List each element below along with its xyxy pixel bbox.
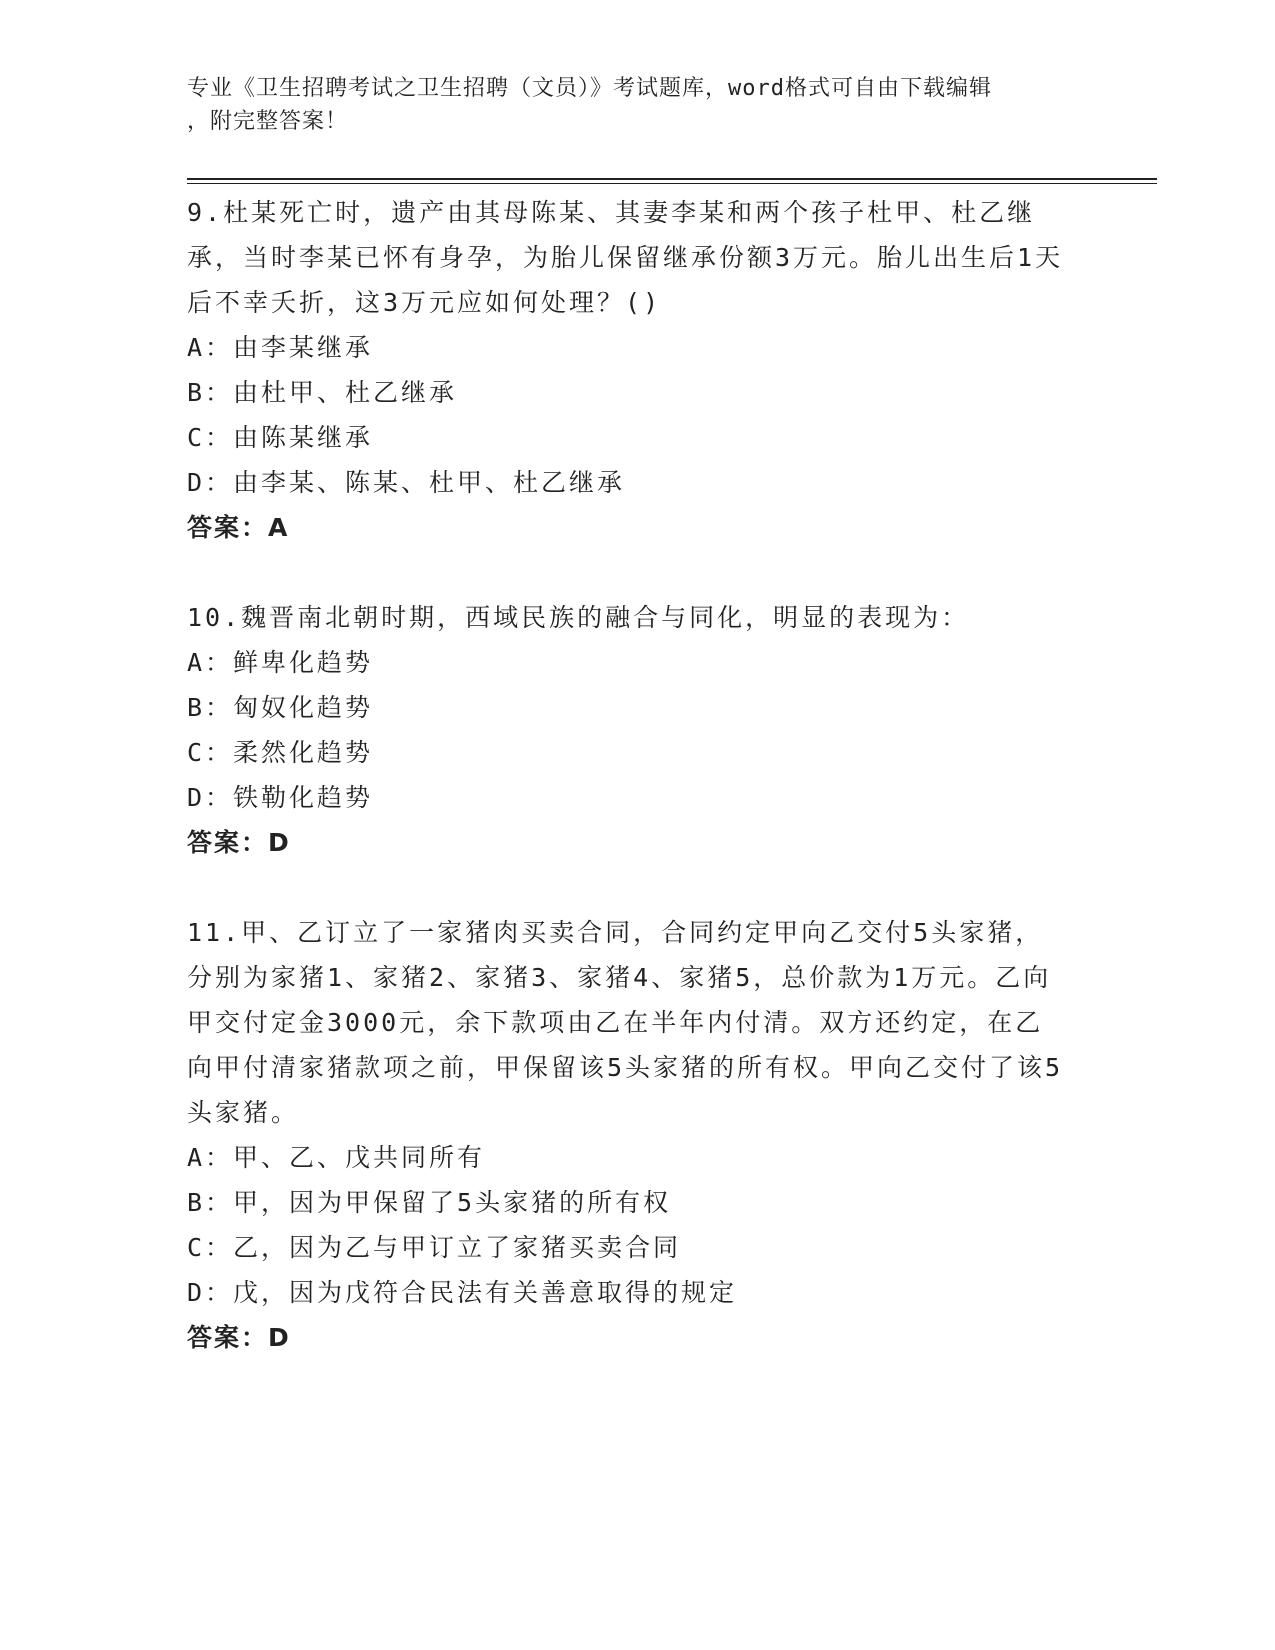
document-header xyxy=(187,72,1067,138)
option-d: D：由李某、陈某、杜甲、杜乙继承 xyxy=(187,468,626,497)
answer-label: 答案： xyxy=(187,1323,269,1352)
answer-line xyxy=(187,820,1087,865)
question-list xyxy=(187,190,1087,1405)
question-10 xyxy=(187,595,1087,865)
answer-line xyxy=(187,1315,1087,1360)
header-line-1: 专业《卫生招聘考试之卫生招聘（文员）》考试题库，word格式可自由下载编辑 xyxy=(187,76,992,101)
answer-label: 答案： xyxy=(187,513,269,542)
answer-label: 答案： xyxy=(187,828,269,857)
option-c: C：由陈某继承 xyxy=(187,423,374,452)
header-divider-thick xyxy=(187,178,1157,180)
option-c: C：柔然化趋势 xyxy=(187,738,374,767)
option-d: D：铁勒化趋势 xyxy=(187,783,374,812)
option-b: B：由杜甲、杜乙继承 xyxy=(187,378,458,407)
header-line-2: ，附完整答案！ xyxy=(187,109,349,134)
option-d: D：戊，因为戊符合民法有关善意取得的规定 xyxy=(187,1278,738,1307)
answer-value: A xyxy=(268,513,290,542)
option-b: B：甲，因为甲保留了5头家猪的所有权 xyxy=(187,1188,672,1217)
header-divider-thin xyxy=(187,183,1157,184)
question-9 xyxy=(187,190,1087,550)
question-11 xyxy=(187,910,1087,1360)
option-c: C：乙，因为乙与甲订立了家猪买卖合同 xyxy=(187,1233,682,1262)
option-b: B：匈奴化趋势 xyxy=(187,693,374,722)
answer-line xyxy=(187,505,1087,550)
question-stem: 9.杜某死亡时，遗产由其母陈某、其妻李某和两个孩子杜甲、杜乙继承，当时李某已怀有身孕，为胎儿保留继承份额3万元。胎儿出生后1天后不幸夭折，这3万元应如何处理？() xyxy=(187,198,1064,317)
question-stem: 11.甲、乙订立了一家猪肉买卖合同，合同约定甲向乙交付5头家猪，分别为家猪1、家猪2、家猪3、家猪4、家猪5，总价款为1万元。乙向甲交付定金3000元，余下款项由乙在半年内付清。双方还约定，在乙向甲付清家猪款项之前，甲保留该5头家猪的所有权。甲向乙交付了该5头家猪。 xyxy=(187,918,1064,1127)
answer-value: D xyxy=(268,1323,291,1352)
answer-value: D xyxy=(268,828,291,857)
question-stem: 10.魏晋南北朝时期，西域民族的融合与同化，明显的表现为： xyxy=(187,603,970,632)
option-a: A：由李某继承 xyxy=(187,333,374,362)
option-a: A：甲、乙、戊共同所有 xyxy=(187,1143,486,1172)
option-a: A：鲜卑化趋势 xyxy=(187,648,374,677)
